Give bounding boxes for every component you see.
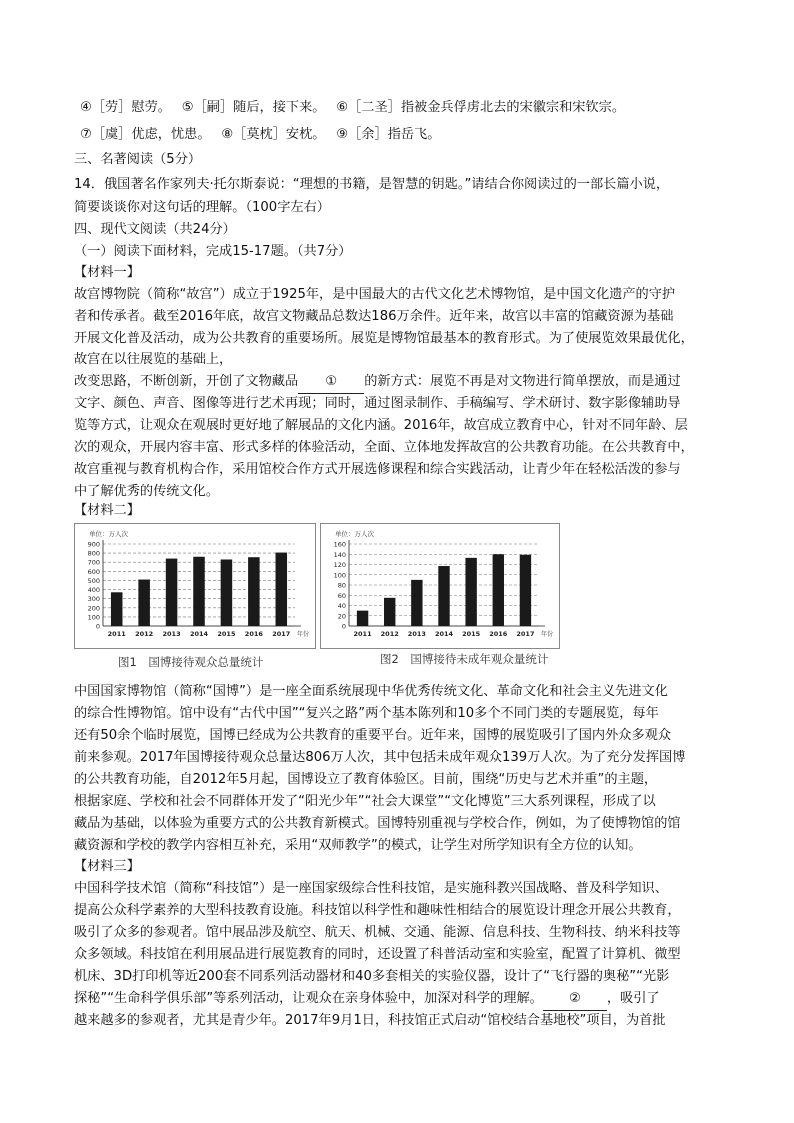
chart-2-x-tick: 2014: [434, 630, 454, 638]
chart-2-bar-2017: [520, 555, 531, 626]
material-2-line: 根据家庭、学校和社会不同群体开发了“阳光少年”“社会大课堂”“文化博览”三大系列课程，形成了以: [74, 794, 656, 809]
chart-2-bar-2015: [465, 558, 476, 626]
chart-2-bar-2013: [411, 580, 422, 626]
note-5: ⑤［嗣］随后，接下来。: [181, 100, 319, 115]
annotation-line-2: [80, 124, 730, 146]
chart-1-bar-2013: [166, 559, 178, 626]
question-14-line-1: 14．俄国著名作家列夫·托尔斯泰说：“理想的书籍，是智慧的钥匙。”请结合你阅读过的一部长篇小说，: [74, 177, 670, 192]
material-3-line: 吸引了众多的参观者。馆中展品涉及航空、航天、机械、交通、能源、信息科技、生物科技、纳米科技等: [74, 925, 681, 940]
material-1-line: 故宫在以往展览的基础上，: [74, 352, 233, 367]
chart-2-y-tick: 140: [333, 550, 346, 559]
material-1-line: 览等方式，让观众在观展时更好地了解展品的文化内涵。2016年，故宫成立教育中心，针对不同年龄、层: [74, 418, 688, 433]
chart-2-y-tick: 20: [337, 612, 346, 621]
chart-2-y-tick: 160: [333, 540, 346, 549]
chart-1-bar-2012: [138, 580, 150, 626]
chart-1-y-tick: 300: [87, 595, 100, 604]
note-6: ⑥［二圣］指被金兵俘虏北去的宋徽宗和宋钦宗。: [336, 100, 626, 115]
chart-2-unit-label: 单位：万人次: [335, 530, 374, 538]
chart-1-y-tick: 800: [87, 549, 100, 558]
chart-2-x-tick: 2017: [516, 630, 535, 638]
section-4-subheading: （一）阅读下面材料，完成15-17题。（共7分）: [74, 244, 352, 259]
chart-2-y-tick: 60: [337, 591, 346, 600]
material-2-line: 藏资源和学校的教学内容相互补充，采用“双师教学”的模式，让学生对所学知识有全方位的认知。: [74, 838, 642, 853]
chart-1-x-tick: 2014: [189, 630, 209, 638]
material-3-blank-line: 探秘”“生命科学俱乐部”等系列活动，让观众在亲身体验中，加深对科学的理解。 ② ，吸引了: [74, 988, 724, 1011]
material-2-line: 前来参观。2017年国博接待观众总量达806万人次，其中包括未成年观众139万人次。为了充分发挥国博: [74, 750, 686, 765]
chart-1-y-tick: 600: [87, 567, 100, 576]
material-1-title: 【材料一】: [74, 265, 140, 280]
chart-1-bar-2016: [248, 557, 260, 626]
chart-1-y-tick: 100: [87, 613, 100, 622]
chart-2-x-tick: 2011: [353, 630, 372, 638]
question-14-line-2: 简要谈谈你对这句话的理解。（100字左右）: [74, 200, 330, 215]
chart-2-y-tick: 100: [333, 571, 346, 580]
chart-2-bar-2012: [384, 598, 395, 626]
chart-1-y-tick: 700: [87, 558, 100, 567]
answer-blank-1[interactable]: ①: [298, 371, 364, 394]
note-7: ⑦［虞］优虑，忧患。: [80, 127, 204, 142]
chart-1-y-tick: 200: [87, 604, 100, 613]
chart-1-x-tick: 2013: [162, 630, 181, 638]
note-8: ⑧［莫枕］安枕。: [221, 127, 319, 142]
material-1-line: 故宫重视与教育机构合作，采用馆校合作方式开展选修课程和综合实践活动，让青少年在轻松活泼的参与: [74, 462, 681, 477]
chart-2-x-label: 年份: [541, 631, 554, 638]
section-4-heading: 四、现代文阅读（共24分）: [74, 222, 236, 237]
chart-2-x-tick: 2012: [380, 630, 399, 638]
chart-1-caption: 图1 国博接待观众总量统计: [118, 655, 264, 669]
note-9: ⑨［余］指岳飞。: [336, 127, 441, 142]
chart-1-x-tick: 2016: [244, 630, 263, 638]
chart-1-y-tick: 500: [87, 576, 100, 585]
material-3-title: 【材料三】: [74, 859, 140, 874]
material-3-line: 机床、3D打印机等近200套不同系列活动器材和40多套相关的实验仪器，设计了“飞行器的奥秘”“光影: [74, 969, 670, 984]
material-2-line: 中国国家博物馆（简称“国博”）是一座全面系统展现中华优秀传统文化、革命文化和社会主义先进文化: [74, 684, 668, 699]
chart-1-x-tick: 2012: [135, 630, 154, 638]
material-2-line: 还有50余个临时展览，国博已经成为公共教育的重要平台。近年来，国博的展览吸引了国内外众多观众: [74, 728, 672, 743]
chart-1-y-tick: 0: [95, 622, 100, 631]
chart-2-y-tick: 0: [341, 622, 346, 631]
material-3-line: 越来越多的参观者，尤其是青少年。2017年9月1日，科技馆正式启动“馆校结合基地校”项目，为首批: [74, 1013, 666, 1028]
note-4: ④［劳］慰劳。: [80, 100, 165, 115]
chart-1-x-tick: 2017: [272, 630, 291, 638]
annotation-line-1: [80, 97, 730, 119]
chart-1-x-label: 年份: [297, 631, 310, 638]
material-1-blank-line: 改变思路，不断创新，开创了文物藏品 ① 的新方式：展览不再是对文物进行简单摆放，而是通过: [74, 371, 724, 394]
chart-1-y-tick: 400: [87, 586, 100, 595]
material-3-line: 中国科学技术馆（简称“科技馆”）是一座国家级综合性科技馆，是实施科教兴国战略、普及科学知识、: [74, 881, 668, 896]
material-2-title: 【材料二】: [74, 503, 140, 518]
chart-2-y-tick: 120: [333, 561, 346, 569]
material-2-line: 藏品为基础，以体验为重要方式的公共教育新模式。国博特别重视与学校合作，例如，为了使博物馆的馆: [74, 816, 681, 831]
material-1-line: 故宫博物院（简称“故宫”）成立于1925年，是中国最大的古代文化艺术博物馆，是中国文化遗产的守护: [74, 287, 676, 302]
material-1-line: 者和传承者。截至2016年底，故宫文物藏品总数达186万余件。近年来，故宫以丰富的馆藏资源为基础: [74, 309, 674, 324]
section-3-heading: 三、名著阅读（5分）: [74, 152, 202, 167]
chart-2-bar-2016: [493, 554, 504, 626]
chart-2: [321, 524, 559, 648]
chart-1-bar-2015: [221, 559, 233, 626]
chart-1-unit-label: 单位：万人次: [89, 530, 128, 538]
chart-1-y-tick: 900: [87, 540, 100, 549]
chart-2-y-tick: 80: [337, 581, 346, 590]
chart-2-caption: 图2 国博接待未成年观众量统计: [380, 652, 549, 666]
chart-1-x-tick: 2015: [217, 630, 236, 638]
material-1-line: 中了解优秀的传统文化。: [74, 484, 220, 499]
material-3-line: 众多领域。科技馆在利用展品进行展览教育的同时，还设置了科普活动室和实验室，配置了计算机、微型: [74, 947, 681, 962]
material-2-line: 的综合性博物馆。馆中设有“古代中国”“复兴之路”两个基本陈列和10多个不同门类的专题展览，每年: [74, 706, 659, 721]
material-1-line: 文字、颜色、声音、图像等进行艺术再现；同时，通过图录制作、手稿编写、学术研讨、数字影像辅助导: [74, 396, 681, 411]
material-2-line: 的公共教育功能，自2012年5月起，国博设立了教育体验区。目前，围绕“历史与艺术并重”的主题，: [74, 772, 658, 787]
chart-2-x-tick: 2016: [489, 630, 508, 638]
chart-1-bar-2017: [276, 553, 288, 626]
chart-2-y-tick: 40: [337, 602, 346, 610]
chart-1-bar-2014: [193, 557, 205, 626]
answer-blank-2[interactable]: ②: [543, 988, 607, 1011]
material-3-line: 提高公众科学素养的大型科技教育设施。科技馆以科学性和趣味性相结合的展览设计理念开展公共教育，: [74, 903, 681, 918]
chart-2-bar-2011: [357, 611, 368, 626]
chart-1: [75, 524, 315, 648]
chart-2-frame: [320, 523, 560, 649]
material-1-line: 开展文化普及活动，成为公共教育的重要场所。展览是博物馆最基本的教育形式。为了使展览效果最优化，: [74, 331, 694, 346]
chart-2-bar-2014: [438, 566, 449, 626]
chart-1-bar-2011: [111, 592, 123, 626]
chart-2-x-tick: 2013: [407, 630, 426, 638]
chart-1-x-tick: 2011: [107, 630, 126, 638]
chart-2-x-tick: 2015: [462, 630, 481, 638]
material-1-line: 次的观众，开展内容丰富、形式多样的体验活动，全面、立体地发挥故宫的公共教育功能。在公共教育中，: [74, 440, 694, 455]
chart-1-frame: [74, 523, 316, 649]
